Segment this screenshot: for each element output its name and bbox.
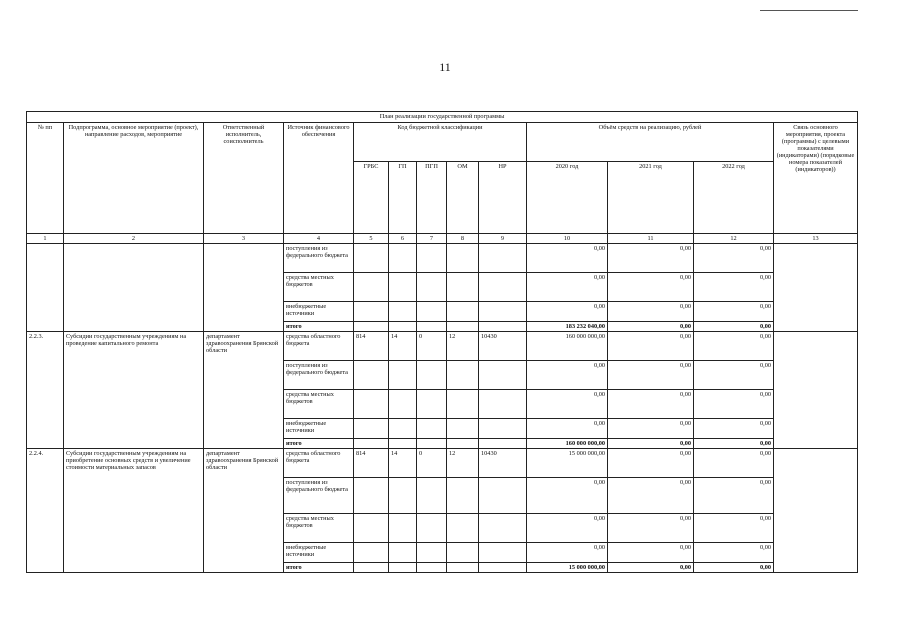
value-2022: 0,00 [694, 273, 774, 302]
value-2021: 0,00 [608, 419, 694, 439]
header-gp: ГП [389, 162, 417, 234]
source-total: итого [284, 322, 354, 332]
code-grbs: 814 [354, 332, 389, 361]
source-extra: внебюджетные источники [284, 543, 354, 563]
source-local: средства местных бюджетов [284, 514, 354, 543]
header-executor: Ответственный исполнитель, соисполнитель [204, 123, 284, 234]
value-2022: 0,00 [694, 244, 774, 273]
value-2020: 0,00 [527, 361, 608, 390]
total-2021: 0,00 [608, 322, 694, 332]
header-volume: Объём средств на реализацию, рублей [527, 123, 774, 162]
value-2022: 0,00 [694, 302, 774, 322]
value-2022: 0,00 [694, 361, 774, 390]
total-2022: 0,00 [694, 563, 774, 573]
cell-link [774, 244, 858, 332]
source-extra: внебюджетные источники [284, 419, 354, 439]
col-number: 2 [64, 234, 204, 244]
value-2021: 0,00 [608, 273, 694, 302]
total-2022: 0,00 [694, 322, 774, 332]
col-number: 9 [479, 234, 527, 244]
header-om: ОМ [447, 162, 479, 234]
value-2021: 0,00 [608, 543, 694, 563]
header-budget-code: Код бюджетной классификации [354, 123, 527, 162]
value-2020: 0,00 [527, 273, 608, 302]
value-2020: 15 000 000,00 [527, 449, 608, 478]
header-subprogram: Подпрограмма, основное мероприятие (проект), направление расходов, мероприятие [64, 123, 204, 234]
code-gp: 14 [389, 449, 417, 478]
cell-link [774, 449, 858, 573]
table-title: План реализации государственной программы [27, 112, 858, 123]
table-row [27, 332, 858, 361]
header-np: НР [479, 162, 527, 234]
value-2021: 0,00 [608, 302, 694, 322]
col-number: 4 [284, 234, 354, 244]
value-2021: 0,00 [608, 449, 694, 478]
value-2021: 0,00 [608, 514, 694, 543]
item-name: Субсидии государственным учреждениям на приобретение основных средств и увеличение стоимости материальных запасов [64, 449, 204, 573]
value-2020: 0,00 [527, 543, 608, 563]
item-executor: департамент здравоохранения Брянской области [204, 449, 284, 573]
header-grbs: ГРБС [354, 162, 389, 234]
value-2021: 0,00 [608, 361, 694, 390]
total-2022: 0,00 [694, 439, 774, 449]
col-number: 11 [608, 234, 694, 244]
source-total: итого [284, 439, 354, 449]
page-number: 11 [439, 60, 451, 74]
col-number: 8 [447, 234, 479, 244]
table-row [27, 449, 858, 478]
cell-executor [204, 244, 284, 332]
source-total: итого [284, 563, 354, 573]
header-source: Источник финансового обеспечения [284, 123, 354, 234]
col-number: 7 [417, 234, 447, 244]
source-regional: средства областного бюджета [284, 449, 354, 478]
table-row [27, 244, 858, 273]
source-extra: внебюджетные источники [284, 302, 354, 322]
source-local: средства местных бюджетов [284, 390, 354, 419]
value-2022: 0,00 [694, 419, 774, 439]
cell-name [64, 244, 204, 332]
cell-num [27, 244, 64, 332]
source-federal: поступления из федерального бюджета [284, 478, 354, 514]
header-pgp: ПГП [417, 162, 447, 234]
top-rule [760, 10, 858, 11]
value-2022: 0,00 [694, 543, 774, 563]
header-2021: 2021 год [608, 162, 694, 234]
item-name: Субсидии государственным учреждениям на проведение капитального ремонта [64, 332, 204, 449]
total-2021: 0,00 [608, 439, 694, 449]
value-2020: 0,00 [527, 478, 608, 514]
header-2020: 2020 год [527, 162, 608, 234]
code-pgp: 0 [417, 449, 447, 478]
value-2022: 0,00 [694, 514, 774, 543]
source-federal: поступления из федерального бюджета [284, 361, 354, 390]
value-2021: 0,00 [608, 390, 694, 419]
value-2022: 0,00 [694, 332, 774, 361]
header-link: Связь основного мероприятия, проекта (программы) с целевыми показателями (индикаторами) (порядковые номера показателей (индикаторов)) [774, 123, 858, 234]
code-om: 12 [447, 449, 479, 478]
col-number: 1 [27, 234, 64, 244]
total-2020: 15 000 000,00 [527, 563, 608, 573]
header-num: № пп [27, 123, 64, 234]
source-regional: средства областного бюджета [284, 332, 354, 361]
value-2020: 0,00 [527, 514, 608, 543]
total-2020: 183 232 040,00 [527, 322, 608, 332]
total-2020: 160 000 000,00 [527, 439, 608, 449]
value-2020: 160 000 000,00 [527, 332, 608, 361]
code-np: 10430 [479, 449, 527, 478]
value-2020: 0,00 [527, 302, 608, 322]
value-2022: 0,00 [694, 390, 774, 419]
source-local: средства местных бюджетов [284, 273, 354, 302]
value-2021: 0,00 [608, 332, 694, 361]
col-number: 13 [774, 234, 858, 244]
value-2021: 0,00 [608, 478, 694, 514]
code-grbs: 814 [354, 449, 389, 478]
value-2021: 0,00 [608, 244, 694, 273]
code-om: 12 [447, 332, 479, 361]
item-executor: департамент здравоохранения Брянской области [204, 332, 284, 449]
value-2020: 0,00 [527, 244, 608, 273]
code-np: 10430 [479, 332, 527, 361]
col-number: 10 [527, 234, 608, 244]
col-number: 12 [694, 234, 774, 244]
col-number: 3 [204, 234, 284, 244]
item-number: 2.2.3. [27, 332, 64, 449]
source-federal: поступления из федерального бюджета [284, 244, 354, 273]
col-number: 5 [354, 234, 389, 244]
code-gp: 14 [389, 332, 417, 361]
plan-table [26, 111, 858, 573]
code-pgp: 0 [417, 332, 447, 361]
value-2022: 0,00 [694, 449, 774, 478]
total-2021: 0,00 [608, 563, 694, 573]
value-2020: 0,00 [527, 419, 608, 439]
cell-link [774, 332, 858, 449]
item-number: 2.2.4. [27, 449, 64, 573]
value-2020: 0,00 [527, 390, 608, 419]
col-number: 6 [389, 234, 417, 244]
value-2022: 0,00 [694, 478, 774, 514]
header-2022: 2022 год [694, 162, 774, 234]
